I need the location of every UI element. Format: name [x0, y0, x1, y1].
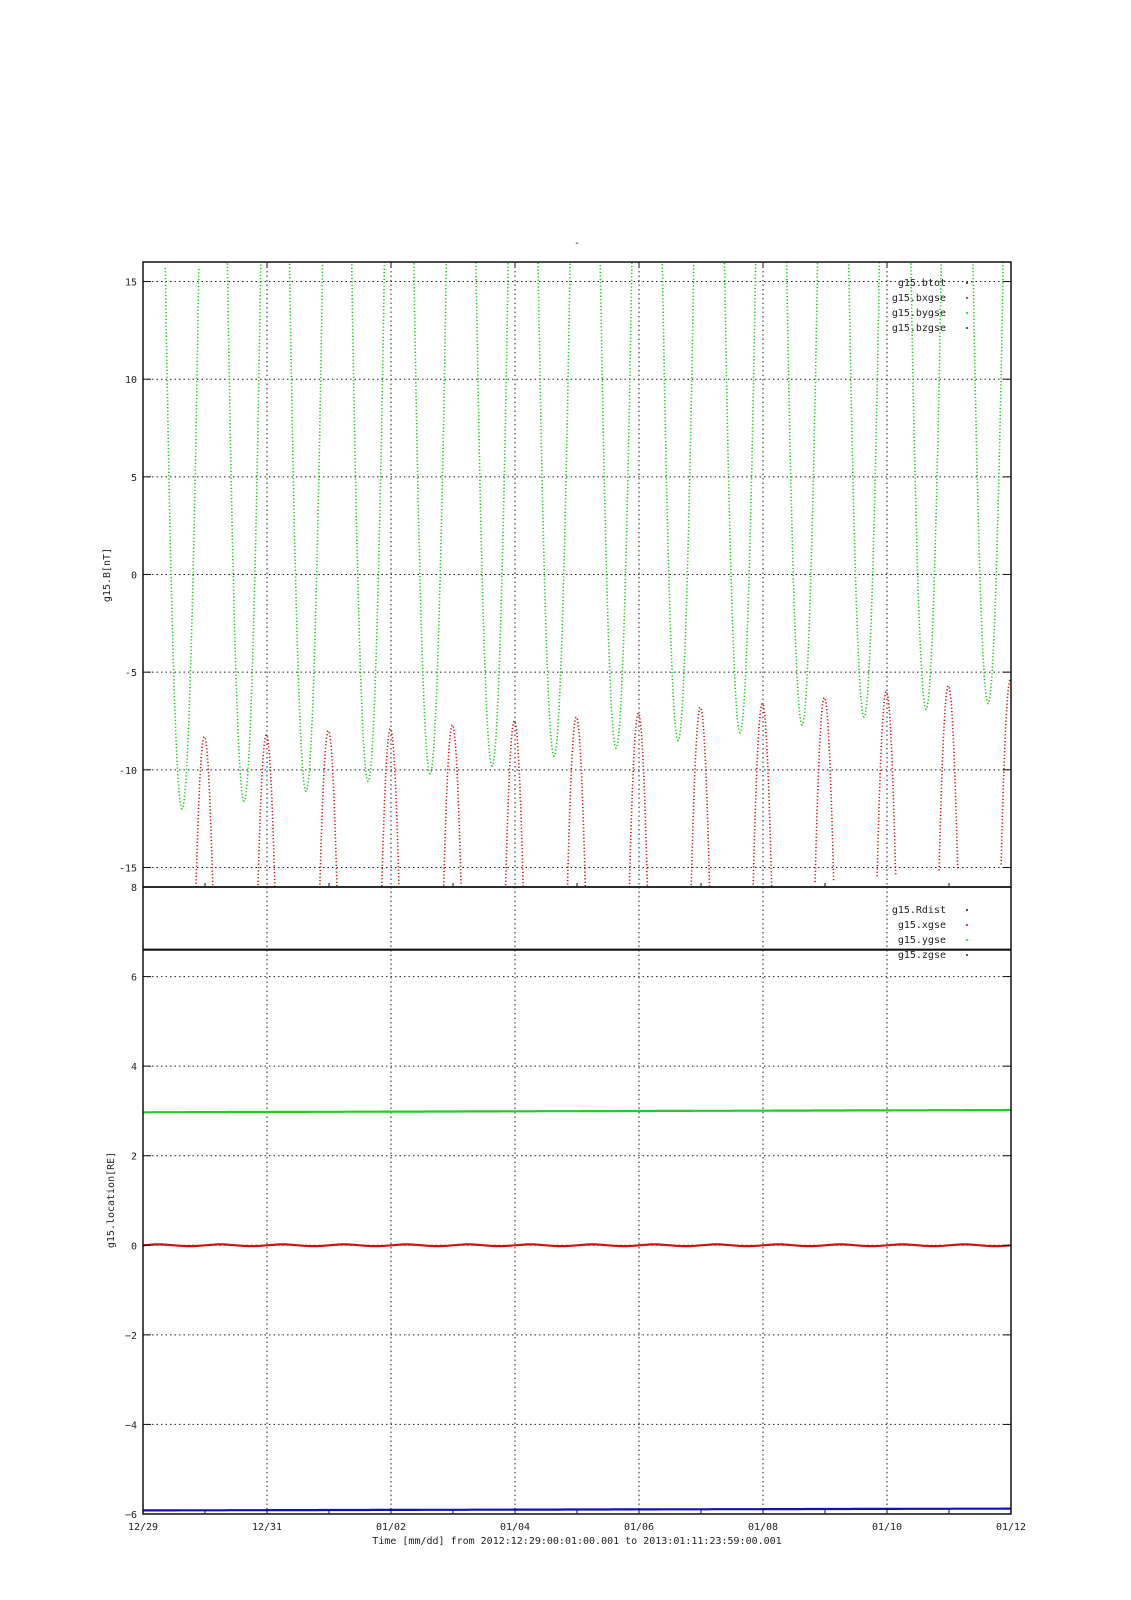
x-tick-label: 01/02 — [375, 1522, 407, 1533]
magnetic-field-panel — [102, 162, 1020, 921]
p1-y-axis-label: g15.B[nT] — [102, 547, 113, 603]
p2-legend-label: g15.zgse — [897, 950, 946, 961]
x-tick-label: 01/10 — [871, 1522, 903, 1533]
p2-legend-label: g15.ygse — [897, 935, 946, 946]
p2-y-tick-label: 8 — [130, 883, 137, 894]
bygse-trace — [475, 225, 509, 766]
p1-legend-label: g15.btot — [897, 278, 946, 289]
p2-grid — [143, 887, 1011, 1514]
x-axis-label: Time [mm/dd] from 2012:12:29:00:01:00.001 to 2013:01:11:23:59:00.001 — [372, 1536, 782, 1547]
bxgse-trace — [195, 737, 214, 922]
p1-legend-label: g15.bxgse — [891, 293, 946, 304]
bxgse-trace — [939, 686, 958, 871]
p1-y-tick-label: 10 — [124, 375, 137, 387]
x-tick-label: 12/29 — [127, 1522, 159, 1533]
p1-legend-label: g15.bzgse — [891, 323, 946, 334]
bxgse-trace — [691, 707, 710, 892]
p1-legend-label: g15.bygse — [891, 308, 946, 319]
x-axis-ticks — [128, 262, 1026, 1533]
p1-y-tick-label: -5 — [124, 668, 137, 680]
bxgse-trace — [381, 729, 400, 914]
bygse-trace — [971, 162, 1005, 703]
bygse-trace — [785, 184, 819, 725]
bxgse-trace — [505, 721, 524, 906]
bygse-trace — [909, 168, 943, 709]
p2-y-axis-label: g15.location[RE] — [106, 1151, 117, 1249]
x-tick-label: 01/04 — [499, 1522, 531, 1533]
x-tick-label: 01/12 — [995, 1522, 1027, 1533]
xgse-trace — [143, 1244, 1011, 1246]
bxgse-trace — [815, 698, 834, 883]
bygse-trace — [413, 233, 447, 774]
p1-y-ticks — [119, 278, 1011, 875]
p1-y-tick-label: -15 — [118, 863, 137, 875]
p1-y-tick-label: -10 — [118, 765, 137, 777]
x-tick-label: 12/31 — [251, 1522, 283, 1533]
p2-y-tick-label: 0 — [130, 1241, 137, 1253]
bygse-trace — [723, 192, 757, 733]
bygse-trace — [661, 200, 695, 741]
p2-legend-label: g15.xgse — [897, 920, 946, 931]
location-panel — [106, 883, 1011, 1521]
p1-y-tick-label: 15 — [124, 277, 137, 289]
bxgse-trace — [567, 717, 586, 902]
p2-y-tick-label: −6 — [124, 1510, 137, 1521]
bygse-trace — [227, 260, 260, 801]
bygse-trace — [289, 250, 323, 791]
p1-series — [165, 162, 1019, 921]
bygse-trace — [537, 215, 571, 756]
p2-frame — [143, 887, 1011, 1514]
x-tick-label: 01/06 — [623, 1522, 655, 1533]
x-tick-label: 01/08 — [747, 1522, 779, 1533]
p1-frame — [143, 262, 1011, 887]
bxgse-trace — [629, 713, 648, 898]
p1-grid — [143, 262, 1011, 887]
bxgse-trace — [257, 735, 276, 920]
p2-y-tick-label: 4 — [130, 1062, 137, 1074]
p2-y-tick-label: 6 — [130, 972, 137, 984]
bygse-trace — [847, 176, 881, 717]
bxgse-trace — [877, 692, 896, 877]
p1-y-tick-label: 0 — [130, 570, 137, 582]
p1-y-tick-label: 5 — [130, 472, 137, 484]
p2-y-tick-label: −2 — [124, 1330, 137, 1342]
p1-legend — [892, 278, 968, 334]
p2-series — [143, 950, 1011, 1511]
bygse-trace — [165, 268, 199, 809]
p2-legend-label: g15.Rdist — [891, 905, 946, 916]
p2-y-tick-label: −4 — [124, 1420, 137, 1432]
bxgse-trace — [753, 703, 772, 888]
bygse-trace — [599, 207, 633, 748]
ygse-trace — [143, 1110, 1011, 1112]
p2-y-tick-label: 2 — [130, 1151, 137, 1163]
bxgse-trace — [443, 725, 462, 910]
p2-y-ticks — [125, 883, 1011, 1521]
bygse-trace — [351, 241, 385, 782]
figure-title: - — [573, 238, 581, 249]
p2-legend — [892, 905, 968, 961]
